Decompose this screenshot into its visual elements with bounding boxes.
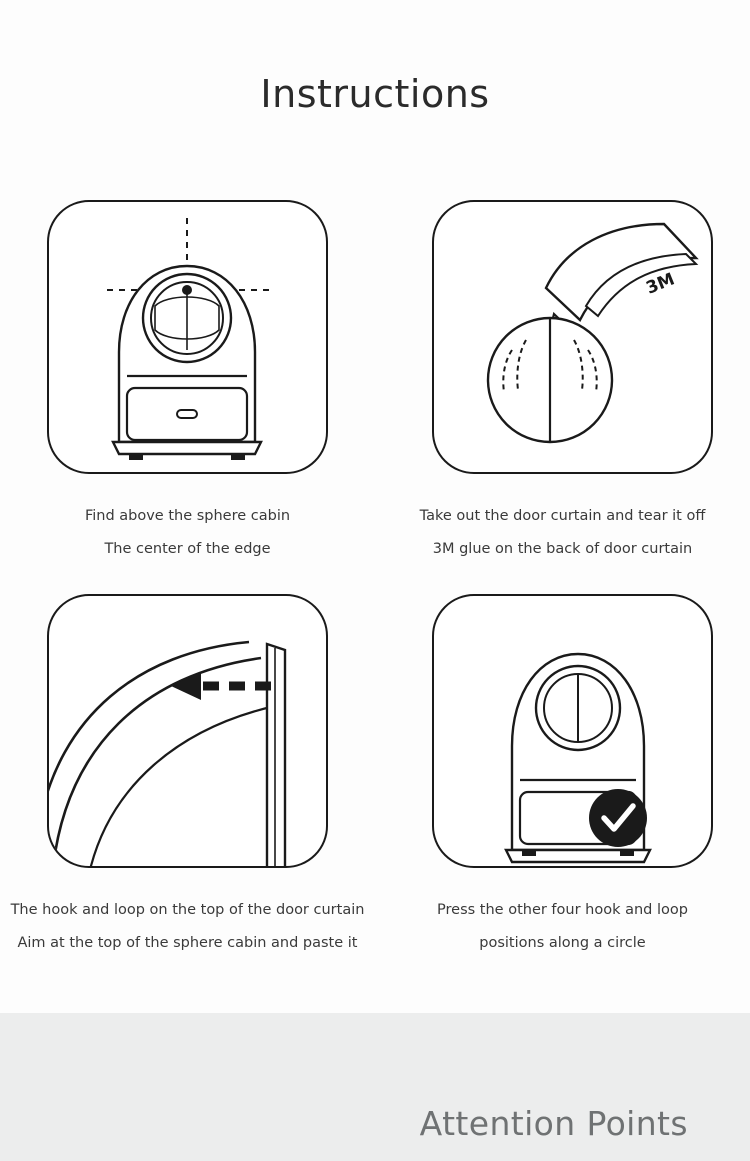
step-4-caption — [437, 894, 688, 960]
step-4 — [375, 594, 750, 960]
step-2-caption-line2: 3M glue on the back of door curtain — [432, 541, 693, 557]
step-3-caption-line2: Aim at the top of the sphere cabin and paste it — [17, 935, 358, 951]
step-3-caption-line1: The hook and loop on the top of the door curtain — [10, 902, 365, 918]
attention-points-band — [0, 1013, 750, 1161]
step-3-caption — [11, 894, 365, 960]
step-4-caption-line2: positions along a circle — [479, 935, 646, 951]
step-2 — [375, 200, 750, 566]
step-1-caption — [85, 500, 290, 566]
step-1-caption-line2: The center of the edge — [104, 541, 271, 557]
tape-3m-label: 3M — [643, 269, 678, 299]
hook-loop-paste-diagram — [47, 594, 328, 868]
press-hook-loop-check-diagram — [432, 594, 713, 868]
step-2-caption-line1: Take out the door curtain and tear it off — [419, 508, 706, 524]
door-curtain-3m-glue-diagram — [432, 200, 713, 474]
step-2-caption — [420, 500, 706, 566]
sphere-cabin-center-diagram — [47, 200, 328, 474]
step-1 — [0, 200, 375, 566]
step-1-caption-line1: Find above the sphere cabin — [84, 508, 291, 524]
page-title: Instructions — [260, 72, 490, 116]
step-4-caption-line1: Press the other four hook and loop — [437, 902, 688, 918]
attention-points-title: Attention Points — [419, 1104, 688, 1143]
steps-grid — [0, 200, 750, 960]
step-3 — [0, 594, 375, 960]
